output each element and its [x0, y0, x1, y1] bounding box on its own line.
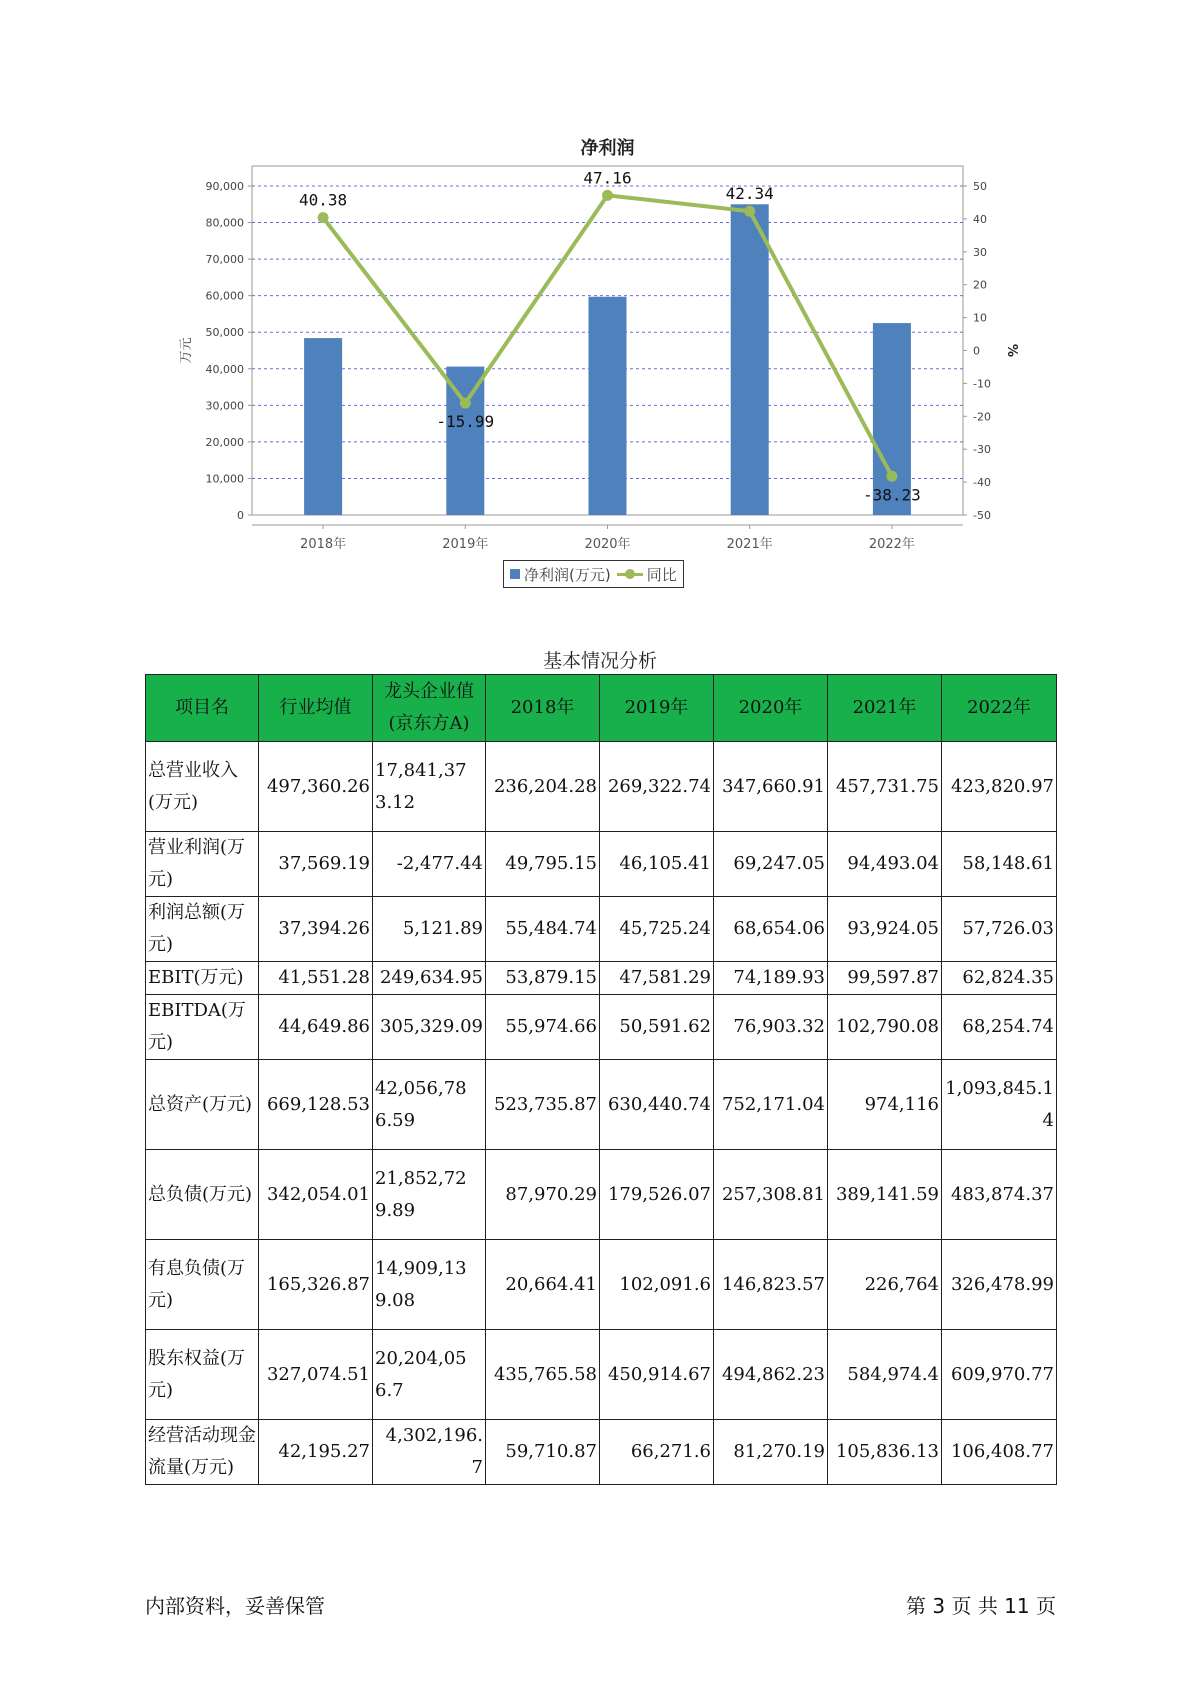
table-cell: 59,710.87: [486, 1420, 600, 1485]
table-cell: 41,551.28: [259, 962, 373, 995]
yoy-point: [886, 471, 897, 482]
yoy-point: [744, 206, 755, 217]
table-cell: 423,820.97: [942, 742, 1057, 832]
header-cell: 2021年: [828, 675, 942, 742]
table-cell: 46,105.41: [600, 832, 714, 897]
legend-swatch-line: [617, 569, 643, 579]
table-cell: -2,477.44: [373, 832, 486, 897]
table-cell: 236,204.28: [486, 742, 600, 832]
table-cell: 81,270.19: [714, 1420, 828, 1485]
table-row: [146, 995, 1057, 1060]
y-right-tick-label: -30: [973, 443, 991, 457]
y-right-tick-label: 40: [973, 212, 987, 226]
table-cell: 523,735.87: [486, 1060, 600, 1150]
table-cell: 4,302,196.7: [373, 1420, 486, 1485]
legend-item-line: [617, 564, 677, 585]
table-cell: 342,054.01: [259, 1150, 373, 1240]
y-right-tick-label: 50: [973, 180, 987, 193]
legend-label-line: 同比: [646, 565, 677, 584]
table-cell: 326,478.99: [942, 1240, 1057, 1330]
table-cell: 630,440.74: [600, 1060, 714, 1150]
chart-svg: [160, 130, 1020, 560]
table-row: [146, 742, 1057, 832]
row-label-cell: EBIT(万元): [146, 962, 259, 995]
y-left-tick-label: 30,000: [205, 399, 244, 413]
table-cell: 5,121.89: [373, 897, 486, 962]
row-label-cell: 利润总额(万元): [146, 897, 259, 962]
y-left-tick-label: 50,000: [205, 326, 244, 340]
net-profit-chart: [160, 130, 1020, 600]
x-tick-label: 2021年: [726, 537, 773, 552]
table-cell: 42,195.27: [259, 1420, 373, 1485]
row-label-cell: 营业利润(万元): [146, 832, 259, 897]
table-cell: 94,493.04: [828, 832, 942, 897]
table-cell: 20,204,056.7: [373, 1330, 486, 1420]
header-cell: 行业均值: [259, 675, 373, 742]
header-cell: 2022年: [942, 675, 1057, 742]
table-row: [146, 962, 1057, 995]
bar-2020年: [589, 297, 627, 515]
yoy-data-label: 40.38: [299, 190, 348, 210]
table-cell: 17,841,373.12: [373, 742, 486, 832]
table-row: [146, 1240, 1057, 1330]
table-cell: 21,852,729.89: [373, 1150, 486, 1240]
row-label-cell: 有息负债(万元): [146, 1240, 259, 1330]
table-cell: 55,484.74: [486, 897, 600, 962]
y-left-tick-label: 0: [237, 509, 244, 522]
yoy-data-label: -38.23: [863, 485, 921, 505]
table-cell: 74,189.93: [714, 962, 828, 995]
table-cell: 68,254.74: [942, 995, 1057, 1060]
table-cell: 58,148.61: [942, 832, 1057, 897]
y-right-tick-label: 0: [973, 344, 980, 358]
table-cell: 53,879.15: [486, 962, 600, 995]
table-cell: 55,974.66: [486, 995, 600, 1060]
row-label-cell: 总负债(万元): [146, 1150, 259, 1240]
table-row: [146, 1060, 1057, 1150]
y-right-tick-label: 30: [973, 245, 987, 259]
table-cell: 102,790.08: [828, 995, 942, 1060]
table-cell: 305,329.09: [373, 995, 486, 1060]
row-label-cell: 总资产(万元): [146, 1060, 259, 1150]
header-cell: 龙头企业值(京东方A): [373, 675, 486, 742]
table-cell: 50,591.62: [600, 995, 714, 1060]
table-body: [146, 742, 1057, 1485]
x-tick-label: 2019年: [442, 537, 489, 552]
y-right-axis-label: %: [1004, 343, 1019, 358]
table-cell: 87,970.29: [486, 1150, 600, 1240]
table-cell: 49,795.15: [486, 832, 600, 897]
y-right-tick-label: -50: [973, 509, 991, 522]
y-left-tick-label: 60,000: [205, 289, 244, 303]
row-label-cell: 股东权益(万元): [146, 1330, 259, 1420]
table-cell: 66,271.6: [600, 1420, 714, 1485]
table-cell: 45,725.24: [600, 897, 714, 962]
table-cell: 752,171.04: [714, 1060, 828, 1150]
y-left-tick-label: 80,000: [205, 216, 244, 230]
table-cell: 257,308.81: [714, 1150, 828, 1240]
table-cell: 20,664.41: [486, 1240, 600, 1330]
bar-2018年: [304, 338, 342, 515]
header-cell: 2020年: [714, 675, 828, 742]
table-cell: 68,654.06: [714, 897, 828, 962]
table-cell: 62,824.35: [942, 962, 1057, 995]
table-cell: 47,581.29: [600, 962, 714, 995]
chart-title: 净利润: [580, 138, 635, 159]
yoy-data-label: 42.34: [725, 184, 774, 204]
y-right-tick-label: -10: [973, 377, 991, 391]
row-label-cell: 总营业收入(万元): [146, 742, 259, 832]
yoy-point: [460, 398, 471, 409]
x-tick-label: 2018年: [300, 537, 347, 552]
table-cell: 93,924.05: [828, 897, 942, 962]
table-header-row: [146, 675, 1057, 742]
row-label-cell: 经营活动现金流量(万元): [146, 1420, 259, 1485]
x-tick-label: 2020年: [584, 537, 631, 552]
header-cell: 项目名: [146, 675, 259, 742]
table-cell: 389,141.59: [828, 1150, 942, 1240]
table-cell: 269,322.74: [600, 742, 714, 832]
table-cell: 609,970.77: [942, 1330, 1057, 1420]
table-cell: 450,914.67: [600, 1330, 714, 1420]
table-cell: 226,764: [828, 1240, 942, 1330]
legend-swatch-bar: [510, 569, 520, 579]
stats-table: [145, 674, 1057, 1485]
table-cell: 57,726.03: [942, 897, 1057, 962]
table-row: [146, 1150, 1057, 1240]
table-cell: 669,128.53: [259, 1060, 373, 1150]
table-cell: 102,091.6: [600, 1240, 714, 1330]
y-left-tick-label: 90,000: [205, 180, 244, 193]
table-caption: 基本情况分析: [542, 650, 657, 672]
table-cell: 457,731.75: [828, 742, 942, 832]
yoy-point: [318, 212, 329, 223]
row-label-cell: EBITDA(万元): [146, 995, 259, 1060]
footer-confidential: 内部资料，妥善保管: [145, 1594, 325, 1618]
y-left-tick-label: 70,000: [205, 253, 244, 267]
table-cell: 483,874.37: [942, 1150, 1057, 1240]
yoy-data-label: 47.16: [583, 168, 632, 188]
y-left-tick-label: 40,000: [205, 362, 244, 376]
table-cell: 146,823.57: [714, 1240, 828, 1330]
table-cell: 249,634.95: [373, 962, 486, 995]
table-row: [146, 1330, 1057, 1420]
table-row: [146, 832, 1057, 897]
x-tick-label: 2022年: [868, 537, 915, 552]
legend-label-bar: 净利润(万元): [524, 565, 611, 584]
table-row: [146, 1420, 1057, 1485]
table-cell: 497,360.26: [259, 742, 373, 832]
footer-page-number: 第 3 页 共 11 页: [906, 1594, 1056, 1618]
y-left-axis-label: 万元: [179, 337, 194, 364]
bar-2021年: [731, 204, 769, 515]
table-cell: 974,116: [828, 1060, 942, 1150]
table-cell: 76,903.32: [714, 995, 828, 1060]
table-cell: 179,526.07: [600, 1150, 714, 1240]
header-cell: 2018年: [486, 675, 600, 742]
table-cell: 37,394.26: [259, 897, 373, 962]
y-left-tick-label: 20,000: [205, 435, 244, 449]
yoy-point: [602, 190, 613, 201]
table-cell: 106,408.77: [942, 1420, 1057, 1485]
table-cell: 37,569.19: [259, 832, 373, 897]
table-cell: 14,909,139.08: [373, 1240, 486, 1330]
table-cell: 99,597.87: [828, 962, 942, 995]
table-cell: 1,093,845.14: [942, 1060, 1057, 1150]
table-cell: 105,836.13: [828, 1420, 942, 1485]
table-cell: 347,660.91: [714, 742, 828, 832]
table-cell: 435,765.58: [486, 1330, 600, 1420]
table-cell: 327,074.51: [259, 1330, 373, 1420]
y-right-tick-label: 10: [973, 311, 987, 325]
table-cell: 165,326.87: [259, 1240, 373, 1330]
table-cell: 584,974.4: [828, 1330, 942, 1420]
y-right-tick-label: -40: [973, 476, 991, 490]
table-cell: 44,649.86: [259, 995, 373, 1060]
table-cell: 494,862.23: [714, 1330, 828, 1420]
y-right-tick-label: 20: [973, 278, 987, 292]
legend-item-bar: [510, 564, 611, 585]
table-row: [146, 897, 1057, 962]
table-cell: 42,056,786.59: [373, 1060, 486, 1150]
header-cell: 2019年: [600, 675, 714, 742]
y-left-tick-label: 10,000: [205, 472, 244, 486]
y-right-tick-label: -20: [973, 410, 991, 424]
yoy-data-label: -15.99: [436, 412, 495, 432]
chart-legend: [503, 560, 684, 588]
table-cell: 69,247.05: [714, 832, 828, 897]
